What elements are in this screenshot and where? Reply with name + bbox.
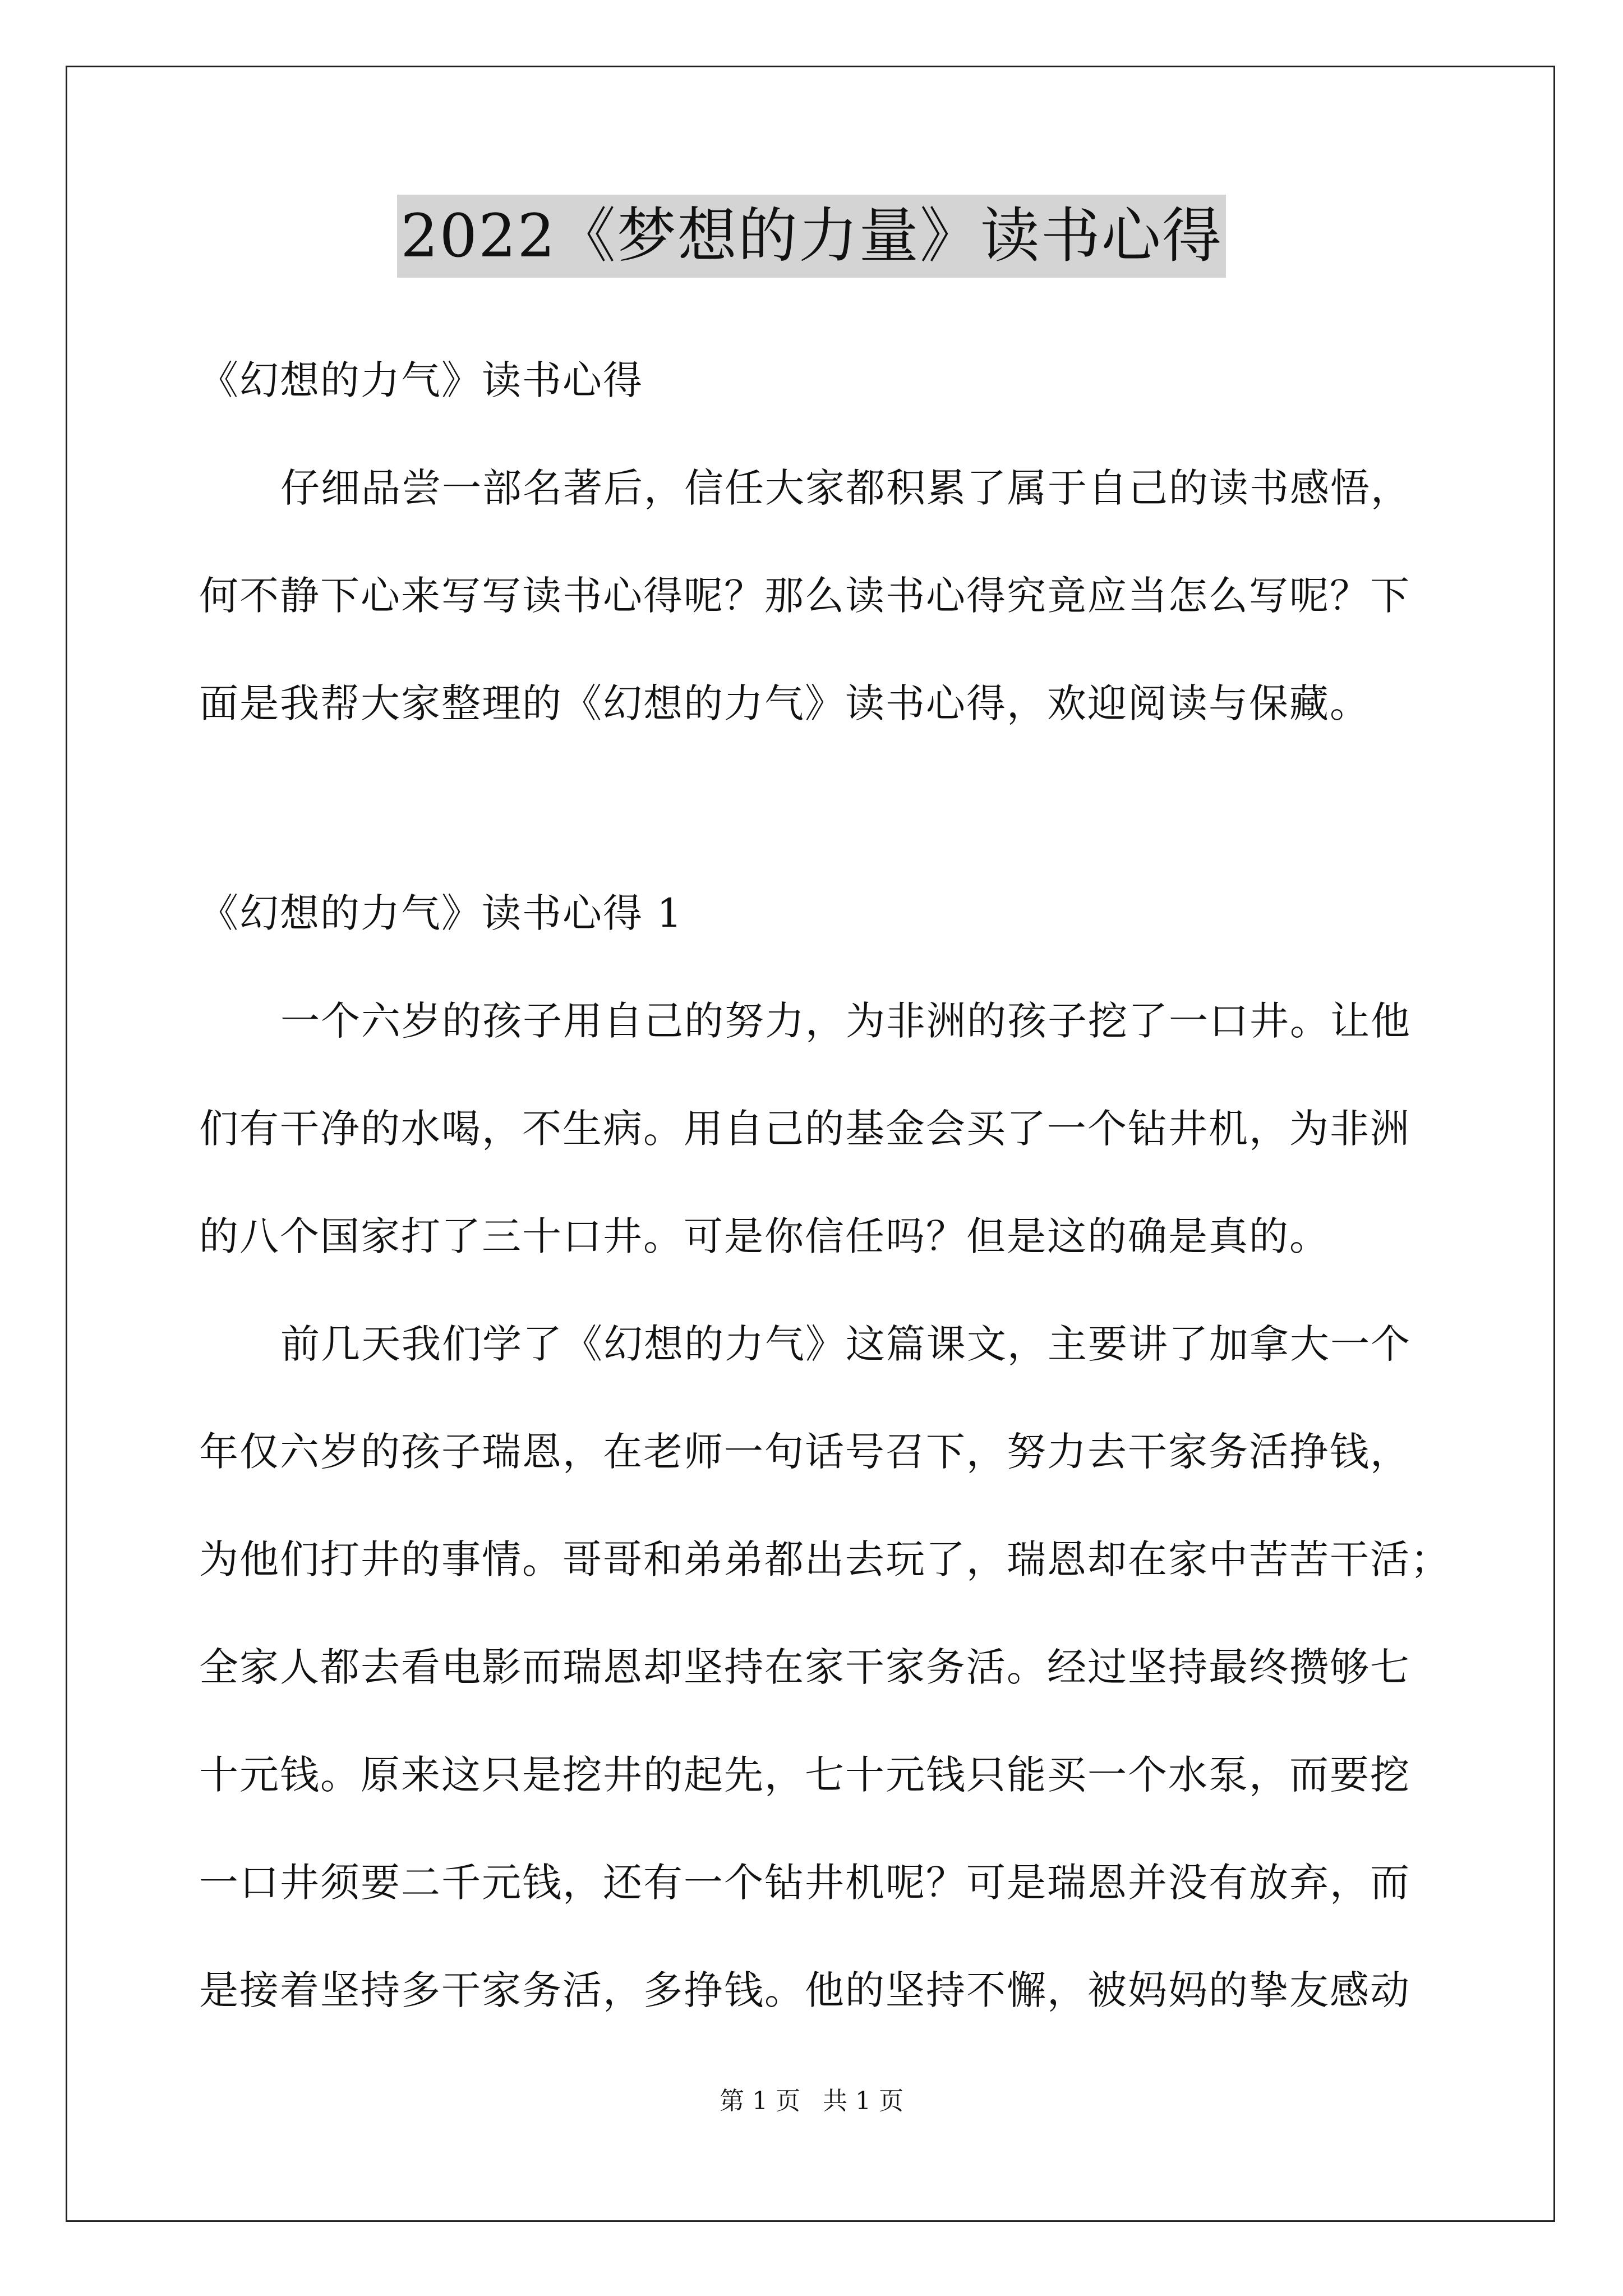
paragraph2-line-3: 为他们打井的事情。哥哥和弟弟都出去玩了，瑞恩却在家中苦苦干活； <box>199 1536 1451 1582</box>
paragraph2-line-6: 一口井须要二千元钱，还有一个钻井机呢？可是瑞恩并没有放弃，而 <box>199 1860 1410 1906</box>
page-total: 共 1 页 <box>823 2087 903 2115</box>
paragraph2-line-1: 前几天我们学了《幻想的力气》这篇课文，主要讲了加拿大一个 <box>280 1321 1411 1367</box>
document-title: 2022《梦想的力量》读书心得 <box>397 195 1226 278</box>
paragraph2-line-4: 全家人都去看电影而瑞恩却坚持在家干家务活。经过坚持最终攒够七 <box>199 1644 1410 1690</box>
paragraph1-line-3: 的八个国家打了三十口井。可是你信任吗？但是这的确是真的。 <box>199 1213 1330 1259</box>
paragraph1-line-1: 一个六岁的孩子用自己的努力，为非洲的孩子挖了一口井。让他 <box>280 998 1411 1044</box>
paragraph2-line-2: 年仅六岁的孩子瑞恩，在老师一句话号召下，努力去干家务活挣钱， <box>199 1429 1410 1475</box>
paragraph2-line-7: 是接着坚持多干家务活，多挣钱。他的坚持不懈，被妈妈的挚友感动 <box>199 1967 1410 2013</box>
paragraph1-line-2: 们有干净的水喝，不生病。用自己的基金会买了一个钻井机，为非洲 <box>199 1106 1410 1152</box>
title-container <box>0 195 1623 278</box>
page-number: 第 1 页 <box>720 2087 800 2115</box>
intro-line-2: 何不静下心来写写读书心得呢？那么读书心得究竟应当怎么写呢？下 <box>199 573 1410 619</box>
section-heading: 《幻想的力气》读书心得 1 <box>199 890 683 936</box>
intro-line-1: 仔细品尝一部名著后，信任大家都积累了属于自己的读书感悟， <box>280 465 1411 511</box>
paragraph2-line-5: 十元钱。原来这只是挖井的起先，七十元钱只能买一个水泵，而要挖 <box>199 1752 1410 1798</box>
subtitle: 《幻想的力气》读书心得 <box>199 357 643 403</box>
intro-line-3: 面是我帮大家整理的《幻想的力气》读书心得，欢迎阅读与保藏。 <box>199 680 1370 726</box>
page-footer <box>0 2085 1623 2118</box>
